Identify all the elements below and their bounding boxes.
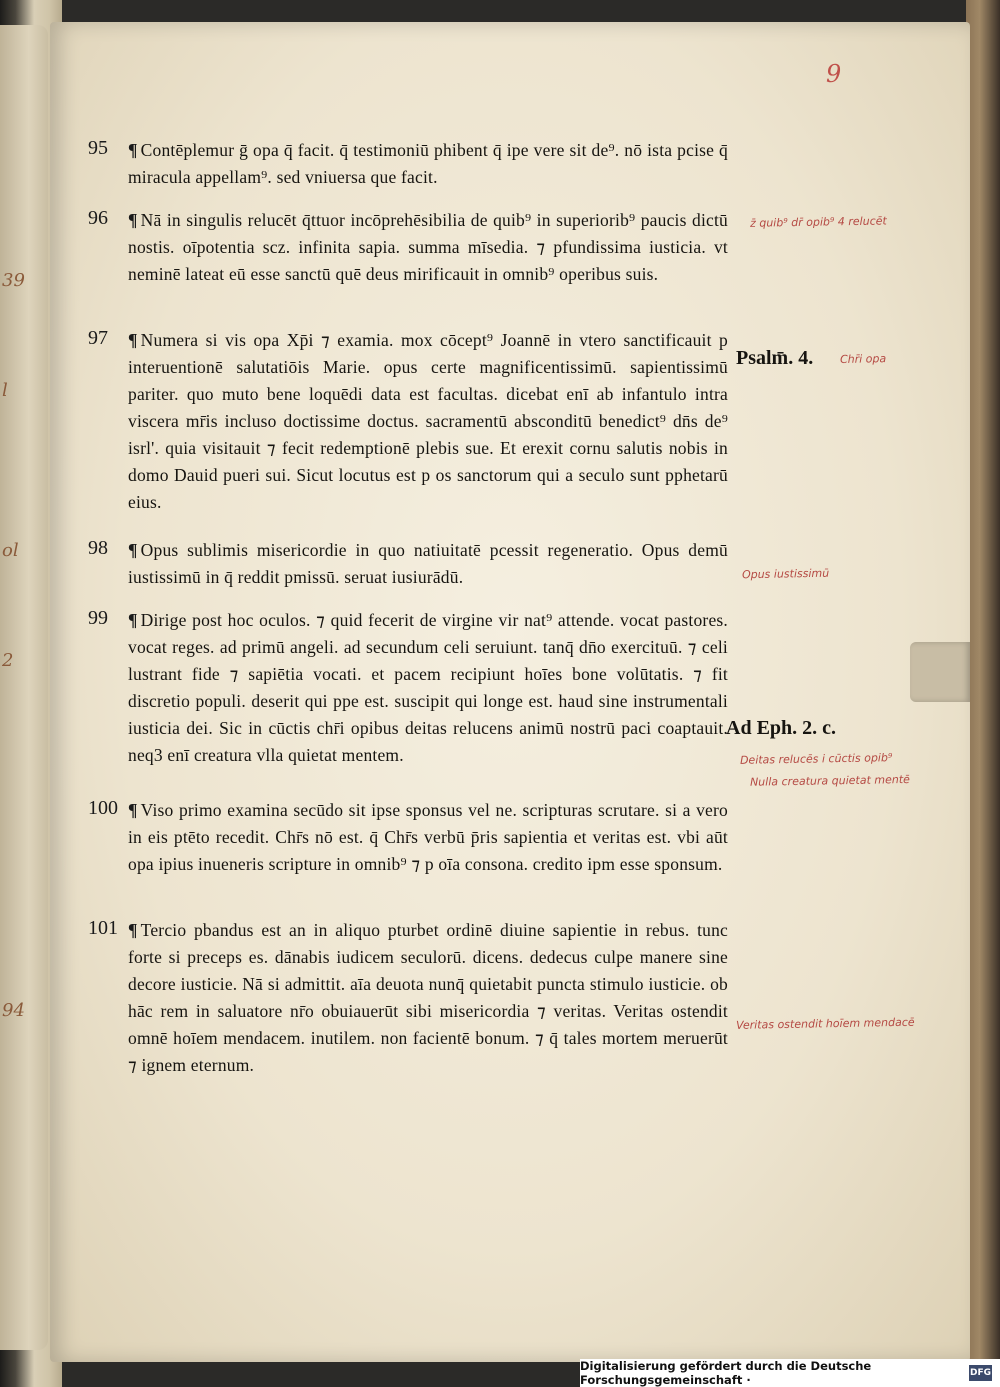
footer-credit: Digitalisierung gefördert durch die Deutsche Forschungsgemeinschaft · <box>580 1359 872 1387</box>
handwritten-note: Opus iustissimū <box>741 566 830 582</box>
paragraph-text: Opus sublimis misericordie in quo natiuitatē pcessit regeneratio. Opus demū iustissimū in q̄ reddit pmissū. seruat iusiurādū. <box>128 540 728 587</box>
handwritten-note: Nulla creatura quietat mentē <box>749 772 910 789</box>
paragraph-99 <box>88 607 728 769</box>
margin-reference-ephesians: Ad Eph. 2. c. <box>726 717 837 739</box>
margin-reference-psalm: Psalm̄. 4. <box>736 347 814 369</box>
pilcrow-icon: ¶ <box>128 140 138 160</box>
handwritten-note: Deitas relucēs i cūctis opib⁹ <box>739 751 893 767</box>
pilcrow-icon: ¶ <box>128 800 138 820</box>
paragraph-text: Dirige post hoc oculos. ⁊ quid fecerit de virgine vir nat⁹ attende. vocat pastores. vocat reges. ad primū angeli. ad secundum celi seruiunt. tanq̄ dn̄o exercituū. ⁊ celi lustrant fide ⁊ sapiētia vocati. et pacem recipiunt hoīes bone volūtatis. ⁊ fit discretio populi. deserit qui ppe est. suscipit qui longe est. haud sine instrumentali iusticia dei. Sic in cūctis chr̄i opibus deitas relucens animū nostrū paci coaptauit. neq3 enī creatura vlla quietat mentem. <box>128 610 728 765</box>
facing-page-number: 2 <box>2 650 14 671</box>
paragraph-text: Tercio pbandus est an in aliquo pturbet ordinē diuine sapientie in rebus. tunc forte si preceps es. dānabis iudicem seculorū. dicens. dedecus culpe manere sine decore iusticie. Nā si admittit. aīa deuota nunq̄ quietabit puncta stimulo iusticie. ob hāc rem in saluatore nr̄o obuiauerūt sibi misericordia ⁊ veritas. Veritas ostendit omnē hoīem mendacem. inutilem. non facientē bonum. ⁊ q̄ tales mortem meruerūt ⁊ ignem eternum. <box>128 920 728 1075</box>
pilcrow-icon: ¶ <box>128 920 138 940</box>
paragraph-number: 101 <box>88 917 118 939</box>
paragraph-101 <box>88 917 728 1079</box>
facing-page-number: ol <box>2 540 19 561</box>
paragraph-number: 98 <box>88 537 108 559</box>
handwritten-note: Chr̄i opa <box>839 352 887 366</box>
facing-page-number: 94 <box>2 1000 25 1021</box>
handwritten-note: Veritas ostendit hoīem mendacē <box>735 1015 915 1032</box>
paragraph-text: Nā in singulis relucēt q̄ttuor incōprehēsibilia de quib⁹ in superiorib⁹ paucis dictū nostis. oīpotentia scz. infinita sapia. summa mīsedia. ⁊ pfundissima iusticia. vt neminē lateat eū esse sanctū quē deus mirificauit in omnib⁹ operibus suis. <box>128 210 728 284</box>
paragraph-number: 97 <box>88 327 108 349</box>
paragraph-number: 100 <box>88 797 118 819</box>
paragraph-text: Numera si vis opa Xp̄i ⁊ examia. mox cōcept⁹ Joannē in vtero sanctificauit p interuentionē salutatiōis Marie. opus certe magnificentissimū. sapientissimū pariter. quo muto bene loquēdi data est facultas. dicebat enī ab infantulo intra viscera mr̄is incluso doctissime doctus. sacramentū absconditū benedict⁹ dn̄s de⁹ isrl'. quia visitauit ⁊ fecit redemptionē plebis sue. Et erexit cornu salutis nobis in domo Dauid pueri sui. Sicut locutus est p os sanctorum qui a seculo sunt pphetarū eius. <box>128 330 728 512</box>
paragraph-98 <box>88 537 728 591</box>
page-clip <box>910 642 970 702</box>
paragraph-number: 95 <box>88 137 108 159</box>
paragraph-96 <box>88 207 728 288</box>
book-page <box>50 22 970 1362</box>
pilcrow-icon: ¶ <box>128 540 138 560</box>
paragraph-text: Contēplemur ḡ opa q̄ facit. q̄ testimoniū phibent q̄ ipe vere sit de⁹. nō ista pcise q̄ miracula appellam⁹. sed vniuersa que facit. <box>128 140 728 187</box>
paragraph-95 <box>88 137 728 191</box>
pilcrow-icon: ¶ <box>128 210 138 230</box>
facing-page-number: 39 <box>2 270 25 291</box>
digitization-footer <box>580 1359 1000 1387</box>
paragraph-number: 96 <box>88 207 108 229</box>
dfg-logo: DFG <box>969 1365 992 1381</box>
paragraph-100 <box>88 797 728 878</box>
paragraph-text: Viso primo examina secūdo sit ipse sponsus vel ne. scripturas scrutare. si a vero in eis ptēto recedit. Chr̄s nō est. q̄ Chr̄s verbū p̄ris sapientia et veritas est. vbi aūt opa ipius inueneris scripture in omnib⁹ ⁊ p oīa consona. credito ipm esse sponsum. <box>128 800 728 874</box>
paragraph-97 <box>88 327 728 516</box>
pilcrow-icon: ¶ <box>128 330 138 350</box>
handwritten-note: z̄ quib⁹ dr̄ opib⁹ 4 relucēt <box>749 214 887 230</box>
facing-page-number: l <box>2 380 8 401</box>
folio-number: 9 <box>826 60 842 88</box>
paragraph-number: 99 <box>88 607 108 629</box>
facing-page-edge <box>0 25 48 1350</box>
page-stack-edge <box>966 0 1000 1387</box>
pilcrow-icon: ¶ <box>128 610 138 630</box>
